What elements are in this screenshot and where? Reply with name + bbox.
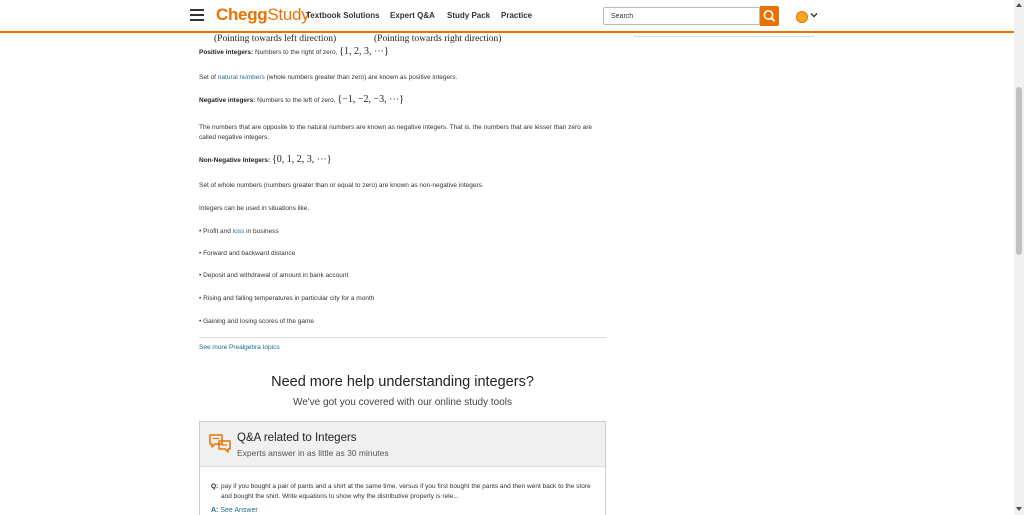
usage-intro: Integers can be used in situations like, — [199, 205, 310, 212]
non-negative-integers-definition — [199, 155, 599, 166]
positive-label: Positive integers: — [199, 49, 254, 56]
list-item: • Forward and backward distance — [199, 250, 296, 257]
see-more-prealgebra-link[interactable]: See more Prealgebra topics — [199, 344, 280, 351]
scrollbar-thumb[interactable] — [1016, 87, 1022, 255]
arrow-left-caption: (Pointing towards left direction) — [214, 34, 337, 44]
logo-brand: Chegg — [216, 5, 268, 24]
qa-card-subtitle: Experts answer in as little as 30 minutes — [237, 448, 389, 458]
negative-set: {−1, −2, −3, ⋯} — [337, 94, 404, 105]
natural-suffix: (whole numbers greater than zero) are known as positive integers. — [266, 74, 458, 81]
positive-set: {1, 2, 3, ⋯} — [339, 46, 389, 57]
loss-link[interactable]: loss — [232, 228, 245, 235]
negative-label: Negative integers: — [199, 97, 256, 104]
negative-text: Numbers to the left of zero, — [257, 97, 336, 104]
bullet1-suffix: in business — [246, 228, 279, 235]
arrow-right-caption: (Pointing towards right direction) — [374, 34, 502, 44]
nonneg-set: {0, 1, 2, 3, ⋯} — [271, 154, 332, 165]
help-section-title: Need more help understanding integers? — [271, 374, 534, 390]
scroll-up-icon[interactable] — [1016, 3, 1022, 7]
search-icon — [760, 6, 779, 26]
chat-bubbles-icon — [208, 433, 232, 455]
qa-card-title: Q&A related to Integers — [237, 432, 357, 444]
help-section-subtitle: We've got you covered with our online study tools — [292, 397, 513, 408]
divider — [199, 337, 606, 338]
search-input[interactable] — [603, 7, 760, 25]
logo-product: Study — [267, 5, 310, 24]
sidebar-panel-edge — [634, 35, 814, 37]
avatar[interactable] — [796, 11, 808, 23]
nav-study-pack[interactable]: Study Pack — [447, 11, 491, 20]
chevron-down-icon[interactable] — [810, 11, 818, 19]
nav-expert-qa[interactable]: Expert Q&A — [390, 11, 435, 20]
chegg-study-logo[interactable] — [216, 5, 309, 25]
natural-numbers-link[interactable]: natural numbers — [217, 74, 265, 81]
menu-icon[interactable] — [190, 9, 204, 21]
natural-numbers-sentence — [199, 73, 599, 83]
see-answer-text[interactable]: See Answer — [220, 507, 258, 514]
nav-textbook-solutions[interactable]: Textbook Solutions — [306, 11, 380, 20]
search-button[interactable] — [760, 6, 779, 26]
bullet1-prefix: • Profit and — [199, 228, 231, 235]
scrollbar-track[interactable] — [1014, 0, 1024, 515]
list-item: • Rising and falling temperatures in particular city for a month — [199, 295, 375, 302]
list-item: • Deposit and withdrawal of amount in bank account — [199, 272, 349, 279]
non-negative-description: Set of whole numbers (numbers greater than or equal to zero) are known as non-negative integers. — [199, 182, 484, 189]
qa-card-header — [200, 422, 605, 467]
nav-practice[interactable]: Practice — [501, 11, 533, 20]
negative-integers-definition — [199, 95, 599, 106]
negative-integers-description: The numbers that are opposite to the natural numbers are known as negative integers. That is, the numbers that are lesser than zero are called negative integers. — [199, 124, 592, 141]
answer-label: A: — [211, 507, 219, 514]
see-answer-link[interactable] — [211, 507, 258, 514]
list-item — [199, 227, 599, 237]
positive-text: Numbers to the right of zero, — [255, 49, 338, 56]
nonneg-label: Non-Negative Integers: — [199, 157, 271, 164]
scroll-down-icon[interactable] — [1016, 507, 1022, 511]
question-label: Q: — [211, 483, 219, 490]
positive-integers-definition — [199, 47, 599, 58]
list-item: • Gaining and losing scores of the game — [199, 318, 315, 325]
question-text[interactable]: pay if you bought a pair of pants and a shirt at the same time, versus if you first bought the pants and then went back to the store and bought the shirt. Write equations to show why the distributive property is rele... — [221, 483, 591, 500]
top-navigation-bar — [0, 0, 1014, 33]
qa-related-card — [199, 421, 606, 515]
natural-prefix: Set of — [199, 74, 216, 81]
